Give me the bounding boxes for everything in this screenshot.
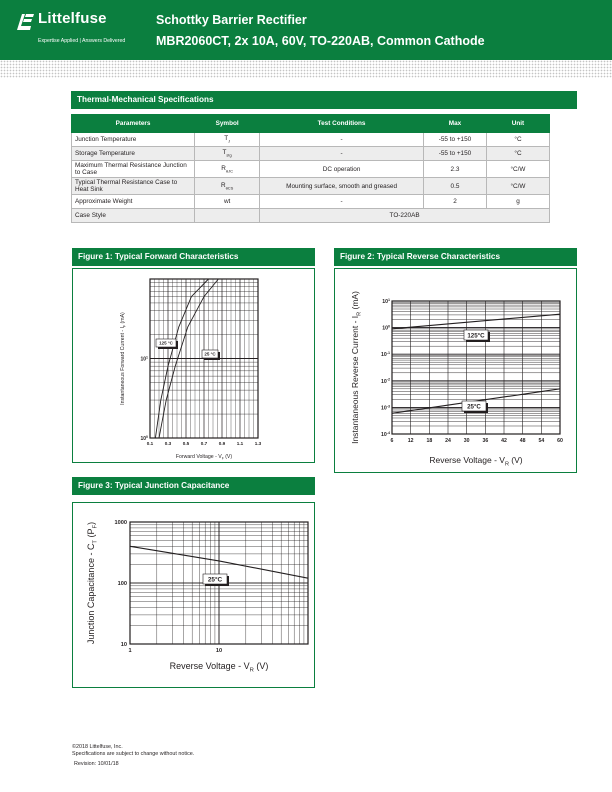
table-row bbox=[72, 161, 550, 178]
y-tick-label: $10^{-3}$ bbox=[380, 404, 390, 412]
x-tick-label: 18 bbox=[426, 438, 433, 444]
x-tick-label: 0.9 bbox=[218, 441, 226, 446]
col-header: Unit bbox=[486, 115, 549, 133]
page-title: Schottky Barrier Rectifier bbox=[156, 13, 307, 27]
x-tick-label: 1.3 bbox=[254, 441, 262, 446]
x-tick-label: 0.3 bbox=[164, 441, 172, 446]
unit-cell: °C bbox=[486, 133, 549, 147]
x-tick-label: 10 bbox=[215, 648, 223, 654]
y-axis-label: Junction Capacitance - $C_T$ $(P_F)$ bbox=[86, 521, 99, 645]
y-tick-label: $10^1$ bbox=[382, 297, 390, 305]
brand-name: Littelfuse bbox=[38, 10, 107, 27]
table-row bbox=[72, 209, 550, 223]
y-tick-label: $10^{-2}$ bbox=[380, 377, 390, 385]
symbol-subscript: θJC bbox=[225, 168, 234, 174]
y-axis-label: Instantaneous Reverse Current - $I_R$ (mA) bbox=[350, 291, 363, 444]
condition-cell: Mounting surface, smooth and greased bbox=[260, 178, 424, 195]
symbol-subscript: θCS bbox=[225, 185, 234, 191]
x-tick-label: 48 bbox=[519, 438, 526, 444]
unit-cell: °C/W bbox=[486, 161, 549, 178]
y-axis-label: Instantaneous Forward Current - $I_F$ (mA) bbox=[120, 312, 127, 405]
symbol-subscript: J bbox=[228, 138, 231, 144]
label-25c: 25 °C bbox=[204, 351, 216, 357]
y-tick-label: $10^{-4}$ bbox=[380, 430, 390, 438]
x-tick-label: 1.1 bbox=[236, 441, 244, 446]
param-cell: Maximum Thermal Resistance Junction to Case bbox=[72, 161, 195, 178]
symbol-cell: wt bbox=[195, 195, 260, 209]
x-tick-label: 60 bbox=[557, 438, 563, 444]
footer-revision: Revision: 10/01/18 bbox=[74, 761, 119, 767]
page-subtitle: MBR2060CT, 2x 10A, 60V, TO-220AB, Common Cathode bbox=[156, 34, 485, 48]
label-25c: 25°C bbox=[467, 403, 481, 411]
symbol-cell bbox=[195, 209, 260, 223]
label-125c: 125 °C bbox=[159, 340, 173, 346]
x-tick-label: 0.1 bbox=[146, 441, 154, 446]
label-25c: 25°C bbox=[207, 576, 223, 584]
value-cell: TO-220AB bbox=[260, 209, 550, 223]
dot-pattern-band bbox=[0, 60, 612, 78]
table-row bbox=[72, 133, 550, 147]
symbol-subscript: stg bbox=[226, 152, 232, 158]
page-header bbox=[0, 0, 612, 60]
param-cell: Typical Thermal Resistance Case to Heat Sink bbox=[72, 178, 195, 195]
specs-table bbox=[71, 114, 550, 223]
figure2-chart bbox=[334, 268, 577, 473]
condition-cell: - bbox=[260, 195, 424, 209]
y-tick-label: 10 bbox=[120, 642, 127, 648]
condition-cell: - bbox=[260, 147, 424, 161]
x-tick-label: 54 bbox=[538, 438, 545, 444]
figure1-header: Figure 1: Typical Forward Characteristics bbox=[72, 248, 315, 266]
x-axis-label: Forward Voltage - $V_F$ (V) bbox=[175, 454, 233, 461]
symbol-cell: $T_{stg}$ bbox=[195, 147, 260, 161]
unit-cell: °C/W bbox=[486, 178, 549, 195]
footer-copyright: ©2018 Littelfuse, Inc. bbox=[72, 744, 123, 750]
param-cell: Junction Temperature bbox=[72, 133, 195, 147]
col-header: Max bbox=[423, 115, 486, 133]
x-tick-label: 0.5 bbox=[182, 441, 190, 446]
y-tick-label: $10^0$ bbox=[382, 324, 390, 332]
x-tick-label: 36 bbox=[482, 438, 489, 444]
param-cell: Storage Temperature bbox=[72, 147, 195, 161]
y-tick-label: 100 bbox=[117, 581, 127, 587]
unit-cell: g bbox=[486, 195, 549, 209]
max-cell: 2.3 bbox=[423, 161, 486, 178]
specs-header-row bbox=[72, 115, 550, 133]
table-row bbox=[72, 147, 550, 161]
x-tick-label: 0.7 bbox=[200, 441, 208, 446]
max-cell: -55 to +150 bbox=[423, 147, 486, 161]
y-tick-label: $10^{-1}$ bbox=[380, 351, 390, 359]
x-tick-label: 6 bbox=[390, 438, 394, 444]
condition-cell: DC operation bbox=[260, 161, 424, 178]
figure3-header: Figure 3: Typical Junction Capacitance bbox=[72, 477, 315, 495]
figure1-chart bbox=[72, 268, 315, 463]
figure2-header: Figure 2: Typical Reverse Characteristics bbox=[334, 248, 577, 266]
col-header: Test Conditions bbox=[260, 115, 424, 133]
max-cell: 2 bbox=[423, 195, 486, 209]
symbol-cell: $T_J$ bbox=[195, 133, 260, 147]
littelfuse-logo-icon bbox=[14, 11, 36, 33]
table-row bbox=[72, 178, 550, 195]
max-cell: 0.5 bbox=[423, 178, 486, 195]
brand-tagline: Expertise Applied | Answers Delivered bbox=[38, 38, 126, 44]
footer-notice: Specifications are subject to change without notice. bbox=[72, 751, 195, 757]
param-cell: Approximate Weight bbox=[72, 195, 195, 209]
symbol-cell: $R_{\theta JC}$ bbox=[195, 161, 260, 178]
x-tick-label: 30 bbox=[463, 438, 470, 444]
x-axis-label: Reverse Voltage - $V_R$ (V) bbox=[429, 455, 523, 468]
x-tick-label: 1 bbox=[128, 648, 132, 654]
condition-cell: - bbox=[260, 133, 424, 147]
x-tick-label: 24 bbox=[445, 438, 451, 444]
label-125c: 125°C bbox=[467, 332, 485, 340]
table-row bbox=[72, 195, 550, 209]
figure3-chart bbox=[72, 502, 315, 688]
col-header: Symbol bbox=[195, 115, 260, 133]
x-axis-label: Reverse Voltage - $V_R$ (V) bbox=[169, 661, 269, 674]
y-tick-label: $10^0$ bbox=[140, 435, 148, 442]
col-header: Parameters bbox=[72, 115, 195, 133]
param-cell: Case Style bbox=[72, 209, 195, 223]
x-tick-label: 12 bbox=[407, 438, 414, 444]
specs-section-header: Thermal-Mechanical Specifications bbox=[71, 91, 577, 109]
max-cell: -55 to +150 bbox=[423, 133, 486, 147]
symbol-cell: $R_{\theta CS}$ bbox=[195, 178, 260, 195]
y-tick-label: 1000 bbox=[114, 520, 127, 526]
x-tick-label: 42 bbox=[501, 438, 507, 444]
unit-cell: °C bbox=[486, 147, 549, 161]
y-tick-label: $10^1$ bbox=[140, 355, 148, 363]
